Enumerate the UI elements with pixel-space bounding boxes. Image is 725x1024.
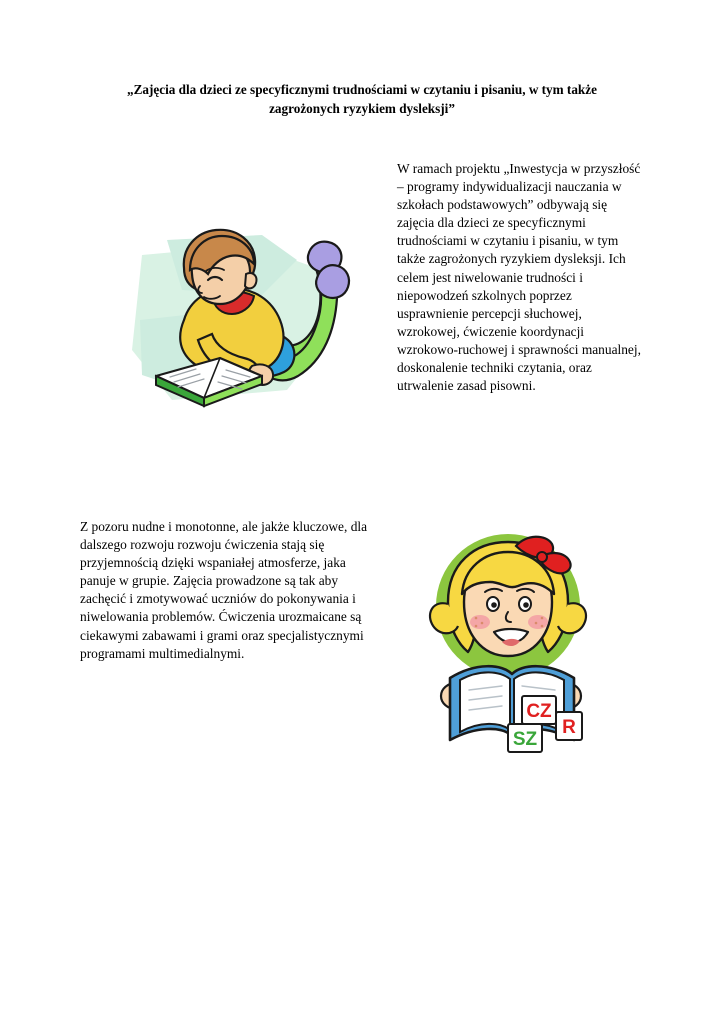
svg-text:CZ: CZ [526, 701, 552, 722]
svg-text:R: R [562, 717, 576, 738]
paragraph-left: Z pozoru nudne i monotonne, ale jakże kluczowe, dla dalszego rozwoju rozwoju ćwiczenia stają się przyjemnością dzięki wspaniałej atmosferze, jaka panuje w grupie. Zajęcia prowadzone są tak aby zachęcić i zmotywować uczniów do pokonywania i niwelowania problemów. Ćwiczenia urozmaicane są ciekawymi zabawami i grami oraz specjalistycznymi programami multimedialnymi. [80, 519, 368, 661]
girl-reading-book-illustration [390, 528, 650, 778]
page-title-line-1: „Zajęcia dla dzieci ze specyficznymi trudnościami w czytaniu i pisaniu, w tym także [127, 82, 597, 97]
svg-text:SZ: SZ [512, 729, 538, 750]
paragraph-right: W ramach projektu „Inwestycja w przyszłość – programy indywidualizacji nauczania w szkołach podstawowych” odbywają się zajęcia dla dzieci ze specyficznymi trudnościami w czytaniu i pisaniu, w tym także zagrożonych ryzykiem dysleksji. Ich celem jest niwelowanie trudności i niepowodzeń szkolnych poprzez usprawnienie percepcji słuchowej, wzrokowej, ćwiczenie koordynacji wzrokowo-ruchowej i sprawności manualnej, doskonalenie techniki czytania, oraz utrwalenie zasad pisowni. [397, 161, 641, 394]
page-title [78, 80, 646, 118]
boy-reading-book-illustration [112, 200, 387, 445]
page-title-line-2: zagrożonych ryzykiem dysleksji” [269, 101, 455, 117]
